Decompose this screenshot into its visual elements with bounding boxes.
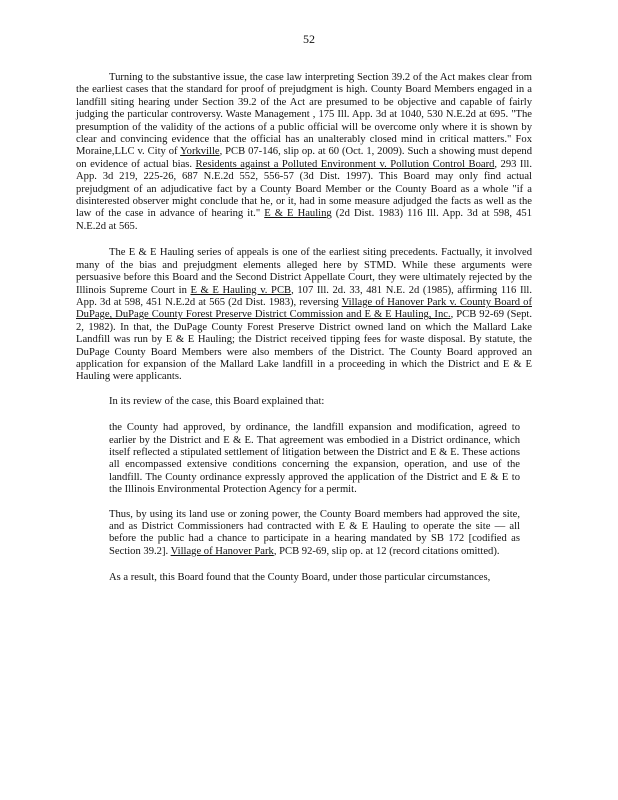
case-citation-yorkville: Yorkville: [180, 146, 220, 158]
paragraph-text: , PCB 92-69 (Sept. 2, 1982). In that, the DuPage County Forest Preserve District owned land on which the Mallard Lake Landfill was run by E & E Hauling; the District received tipping fees for waste disposal. By statute, the DuPage County Board Members were also members of the District. The County Board approved an application for expansion of the Mallard Lake landfill in a proceeding in which the District and E & E Hauling were applicants.: [76, 309, 532, 383]
paragraph-text: , PCB 07-146, slip op. at 60 (Oct. 1, 2009). Such a showing must depend on evidence of actual bias.: [76, 146, 533, 170]
paragraph-board-review-intro: In its review of the case, this Board explained that:: [109, 395, 325, 407]
block-quote-land-use: [76, 509, 532, 559]
case-citation-e-e-hauling-v-pcb: E & E Hauling v. PCB: [190, 284, 292, 296]
quote-text: , PCB 92-69, slip op. at 12 (record citations omitted).: [273, 545, 500, 557]
paragraph-text: Turning to the substantive issue, the case law interpreting Section 39.2 of the Act makes clear from the earliest cases that the standard for proof of prejudgment is high. County Board Members engaged in a landfill siting hearing under Section 39.2 of the Act are presumed to be objective and capable of fairly judging the particular controversy. Waste Management , 175 Ill. App. 3d at 1040, 530 N.E.2d at 695. "The presumption of the validity of the actions of a public official will be overcome only where it is shown by clear and convincing evidence that the official has an unalterably closed mind in critical matters." Fox Moraine,LLC v. City of: [76, 72, 532, 158]
case-citation-residents: Residents against a Polluted Environment v. Pollution Control Board: [195, 158, 495, 170]
block-quote-county-approval: the County had approved, by ordinance, the landfill expansion and modification, agreed to earlier by the District and E & E. That agreement was embodied in a District ordinance, which itself reflected a stipulated settlement of litigation between the District and E & E. These actions all encompassed extensive conditions concerning the expansion, operation, and use of the landfill. The County ordinance expressly approved the application of the District and E & E to the Illinois Environmental Protection Agency for a permit.: [109, 422, 520, 496]
case-citation-hanover-park-short: Village of Hanover Park: [170, 545, 274, 557]
paragraph-standard-of-proof: [76, 72, 532, 233]
paragraph-text: (2d Dist. 1983) 116 Ill. App. 3d at 598, 451 N.E.2d at 565.: [76, 208, 532, 232]
case-citation-e-e-hauling: E & E Hauling: [264, 208, 332, 220]
paragraph-result: As a result, this Board found that the County Board, under those particular circumstances,: [109, 572, 491, 584]
paragraph-text: The E & E Hauling series of appeals is one of the earliest siting precedents. Factually, it involved many of the bias and prejudgment elements alleged here by STMD. While these arguments were persuasive before this Board and the Second District Appellate Court, they were ultimately rejected by the Illinois Supreme Court in: [76, 247, 532, 296]
paragraph-text: , 293 Ill. App. 3d 219, 225-26, 687 N.E.2d 552, 556-57 (3d Dist. 1997). This Board may only find actual prejudgment of an adjudicative fact by a County Board Member or the County Board as a whole "if a disinterested observer might conclude that he, or it, had in some measure adjudged the facts as well as the law of the case in advance of hearing it.": [76, 158, 532, 220]
document-body: [76, 72, 532, 585]
case-citation-hanover-park: Village of Hanover Park v. County Board of DuPage, DuPage County Forest Preserve District Commission and E & E Hauling, Inc.: [76, 296, 532, 321]
page-number: 52: [303, 32, 315, 46]
paragraph-text: , 107 Ill. 2d. 33, 481 N.E. 2d (1985), affirming 116 Ill. App. 3d at 598, 451 N.E.2d at 565 (2d Dist. 1983), reversing: [76, 284, 533, 308]
quote-text: Thus, by using its land use or zoning power, the County Board members had approved the site, and as District Commissioners had contracted with E & E Hauling to operate the site — all before the public had a chance to participate in a hearing mandated by SB 172 [codified as Section 39.2].: [109, 508, 520, 557]
paragraph-e-e-hauling-series: [76, 247, 532, 383]
